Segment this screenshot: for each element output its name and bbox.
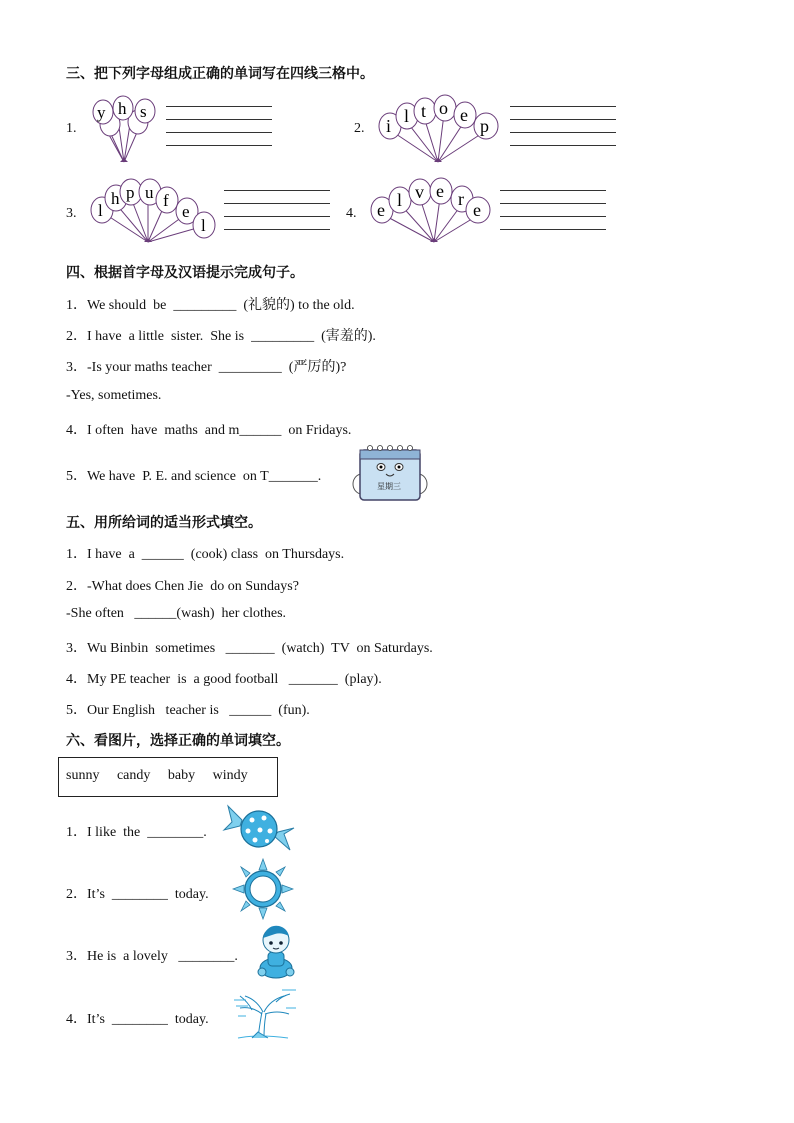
question-line: 5．We have P. E. and science on T_______. [66, 469, 322, 484]
balloon-letter: h [118, 99, 127, 118]
svg-text:h: h [111, 189, 120, 208]
svg-text:o: o [439, 98, 448, 118]
svg-text:e: e [436, 181, 444, 201]
writing-lines [166, 106, 272, 158]
svg-text:e: e [377, 200, 385, 220]
question-line: 1．I have a ______ (cook) class on Thursdays. [66, 547, 345, 562]
question-line: 4．My PE teacher is a good football _______ (play). [66, 672, 382, 687]
question-line: -Yes, sometimes. [66, 388, 162, 403]
balloon-cluster-3 [86, 174, 226, 246]
section-5-heading: 五、用所给词的适当形式填空。 [66, 515, 262, 531]
question-line: -She often ______(wash) her clothes. [66, 606, 287, 621]
svg-text:p: p [480, 116, 489, 136]
question-line: 4．I often have maths and m______ on Fridays. [66, 423, 352, 438]
balloon-cluster-4 [370, 174, 498, 246]
baby-picture [254, 922, 298, 980]
item-number: 4. [346, 206, 357, 221]
question-line: 3．He is a lovely ________. [66, 949, 238, 964]
windy-tree-picture [232, 986, 298, 1040]
question-line: 1．I like the ________. [66, 825, 207, 840]
svg-text:f: f [163, 191, 169, 210]
section-4-heading: 四、根据首字母及汉语提示完成句子。 [66, 265, 304, 281]
balloon-cluster-1 [86, 92, 166, 170]
balloon-letter: y [97, 103, 106, 122]
section-6-heading: 六、看图片，选择正确的单词填空。 [66, 733, 290, 749]
svg-text:t: t [421, 101, 427, 121]
calendar-label: 星期三 [377, 482, 401, 491]
svg-text:i: i [386, 116, 392, 136]
question-line: 3．Wu Binbin sometimes _______ (watch) TV on Saturdays. [66, 641, 433, 656]
question-line: 1．We should be _________ (礼貌的) to the old. [66, 298, 355, 313]
writing-lines [500, 190, 606, 242]
svg-text:l: l [397, 190, 403, 210]
sun-picture [232, 858, 294, 920]
calendar-picture [346, 440, 434, 504]
svg-text:l: l [201, 216, 206, 235]
svg-text:v: v [415, 182, 424, 202]
svg-text:u: u [145, 183, 154, 202]
svg-text:p: p [126, 183, 135, 202]
question-line: 2．It’s ________ today. [66, 887, 209, 902]
item-number: 1. [66, 121, 77, 136]
section-3-heading: 三、把下列字母组成正确的单词写在四线三格中。 [66, 66, 374, 82]
item-number: 3. [66, 206, 77, 221]
word-bank: sunny candy baby windy [66, 768, 248, 783]
question-line: 5．Our English teacher is ______ (fun). [66, 703, 310, 718]
candy-picture [222, 800, 296, 858]
writing-lines [224, 190, 330, 242]
svg-text:r: r [458, 189, 464, 209]
question-line: 2．I have a little sister. She is _________ (害羞的). [66, 329, 376, 344]
balloon-letter: s [140, 102, 147, 121]
item-number: 2. [354, 121, 365, 136]
writing-lines [510, 106, 616, 158]
question-line: 4．It’s ________ today. [66, 1012, 209, 1027]
question-line: 2．-What does Chen Jie do on Sundays? [66, 579, 299, 594]
svg-text:e: e [182, 202, 190, 221]
svg-text:e: e [473, 200, 481, 220]
balloon-cluster-2 [376, 92, 504, 168]
svg-text:l: l [404, 106, 410, 126]
question-line: 3．-Is your maths teacher _________ (严厉的)? [66, 360, 347, 375]
svg-text:e: e [460, 105, 468, 125]
svg-text:l: l [98, 201, 103, 220]
